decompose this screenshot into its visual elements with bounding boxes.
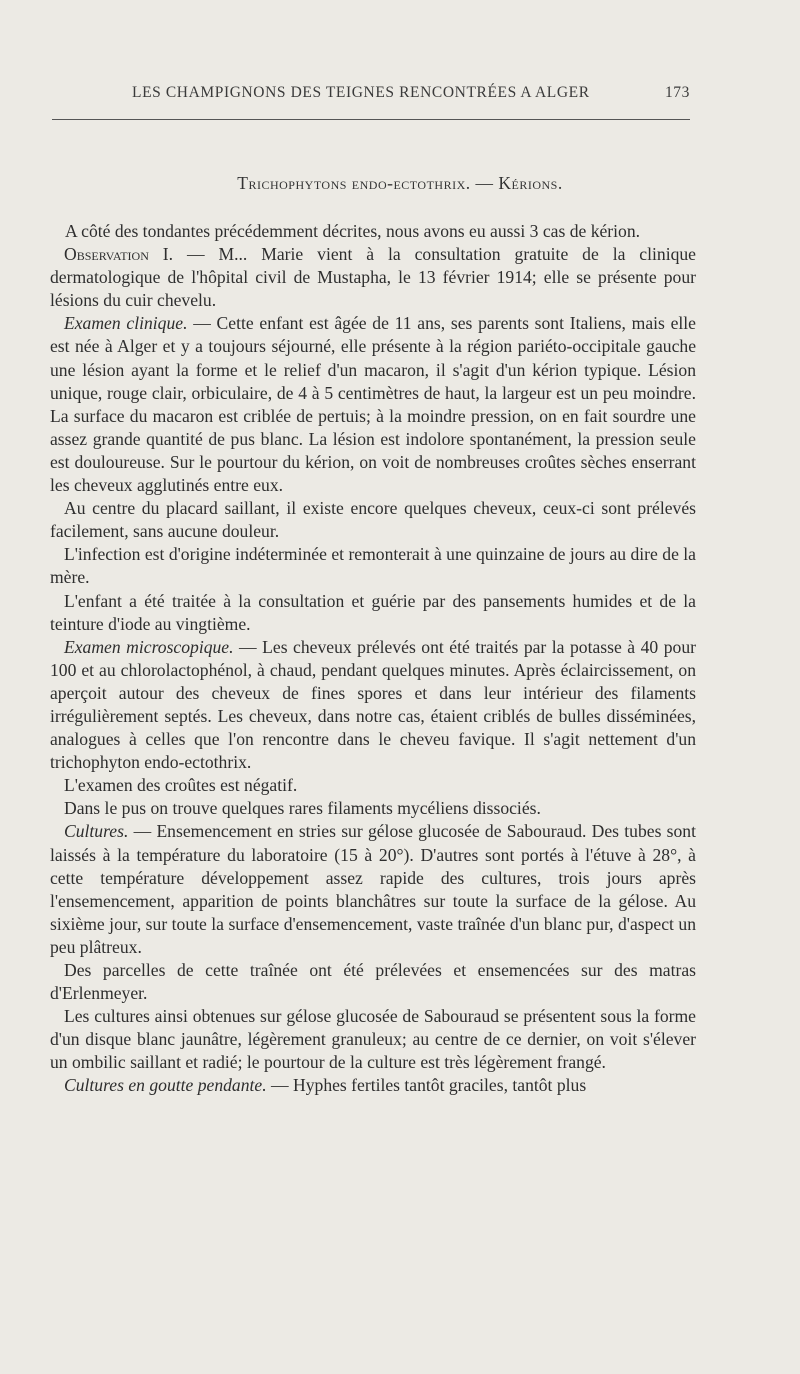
paragraph-lead: Cultures en goutte pendante. <box>64 1075 267 1096</box>
header-rule <box>52 119 690 120</box>
paragraph: L'infection est d'origine indéterminée et remonterait à une quinzaine de jours au dire de la mère. <box>50 544 696 588</box>
paragraph: Au centre du placard saillant, il existe encore quelques cheveux, ceux-ci sont prélevés facilement, sans aucune douleur. <box>50 498 696 542</box>
page-number: 173 <box>664 84 690 101</box>
paragraph: Cultures en goutte pendante. — Hyphes fertiles tantôt graciles, tantôt plus <box>64 1075 587 1096</box>
paragraph: L'examen des croûtes est négatif. <box>64 775 298 796</box>
paragraph: Examen microscopique. — Les cheveux prélevés ont été traités par la potasse à 40 pour 100 et au chlorolactophénol, à chaud, pendant quelques minutes. Après éclaircissement, on aperçoit autour des cheveux de fines spores et dans leur intérieur des filaments irrégulièrement septés. Les cheveux, dans notre cas, étaient criblés de bulles disséminées, analogues à celles que l'on rencontre dans le cheveu favique. Il s'agit nettement d'un trichophyton endo-ectothrix. <box>50 636 696 773</box>
paragraph: Observation I. — M... Marie vient à la consultation gratuite de la clinique dermatologique de l'hôpital civil de Mustapha, le 13 février 1914; elle se présente pour lésions du cuir chevelu. <box>50 244 696 311</box>
paragraph-lead: Cultures. <box>64 821 129 842</box>
paragraph-lead: Examen microscopique. <box>64 636 234 657</box>
paragraph-lead: Observation I. <box>64 244 174 265</box>
paragraph: Examen clinique. — Cette enfant est âgée de 11 ans, ses parents sont Italiens, mais elle est née à Alger et y a toujours séjourné, elle présente à la région pariéto-occipitale gauche une lésion ayant la forme et le relief d'un macaron, il s'agit d'un kérion typique. Lésion unique, rouge clair, orbiculaire, de 4 à 5 centimètres de haut, la largeur est un peu moindre. La surface du macaron est criblée de pertuis; à la moindre pression, on en fait sourdre une assez grande quantité de pus blanc. La lésion est indolore spontanément, la pression seule est douloureuse. Sur le pourtour du kérion, on voit de nombreuses croûtes sèches enserrant les cheveux agglutinés entre eux. <box>50 313 696 496</box>
paragraph-lead: Examen clinique. <box>64 313 188 334</box>
paragraph: A côté des tondantes précédemment décrites, nous avons eu aussi 3 cas de kérion. <box>65 221 641 241</box>
paragraph: Les cultures ainsi obtenues sur gélose glucosée de Sabouraud se présentent sous la forme d'un disque blanc jaunâtre, légèrement granuleux; au centre de ce dernier, on voit s'élever un ombilic saillant et radié; le pourtour de la culture est très légèrement frangé. <box>50 1006 696 1073</box>
paragraph: Cultures. — Ensemencement en stries sur gélose glucosée de Sabouraud. Des tubes sont laissés à la température du laboratoire (15 à 20°). D'autres sont portés à l'étuve à 28°, à cette température développement assez rapide des cultures, trois jours après l'ensemencement, apparition de points blanchâtres sur toute la surface de la gélose. Au sixième jour, sur toute la surface d'ensemencement, vaste traînée d'un blanc pur, d'aspect un peu plâtreux. <box>50 821 696 957</box>
body-text <box>50 220 696 1098</box>
paragraph: L'enfant a été traitée à la consultation et guérie par des pansements humides et de la teinture d'iode au vingtième. <box>50 590 696 634</box>
section-title: Trichophytons endo-ectothrix. — Kérions. <box>237 173 563 193</box>
paragraph: Dans le pus on trouve quelques rares filaments mycéliens dissociés. <box>64 798 541 819</box>
paragraph: Des parcelles de cette traînée ont été prélevées et ensemencées sur des matras d'Erlenmeyer. <box>50 960 696 1004</box>
running-head-title: LES CHAMPIGNONS DES TEIGNES RENCONTRÉES A ALGER <box>132 84 590 101</box>
